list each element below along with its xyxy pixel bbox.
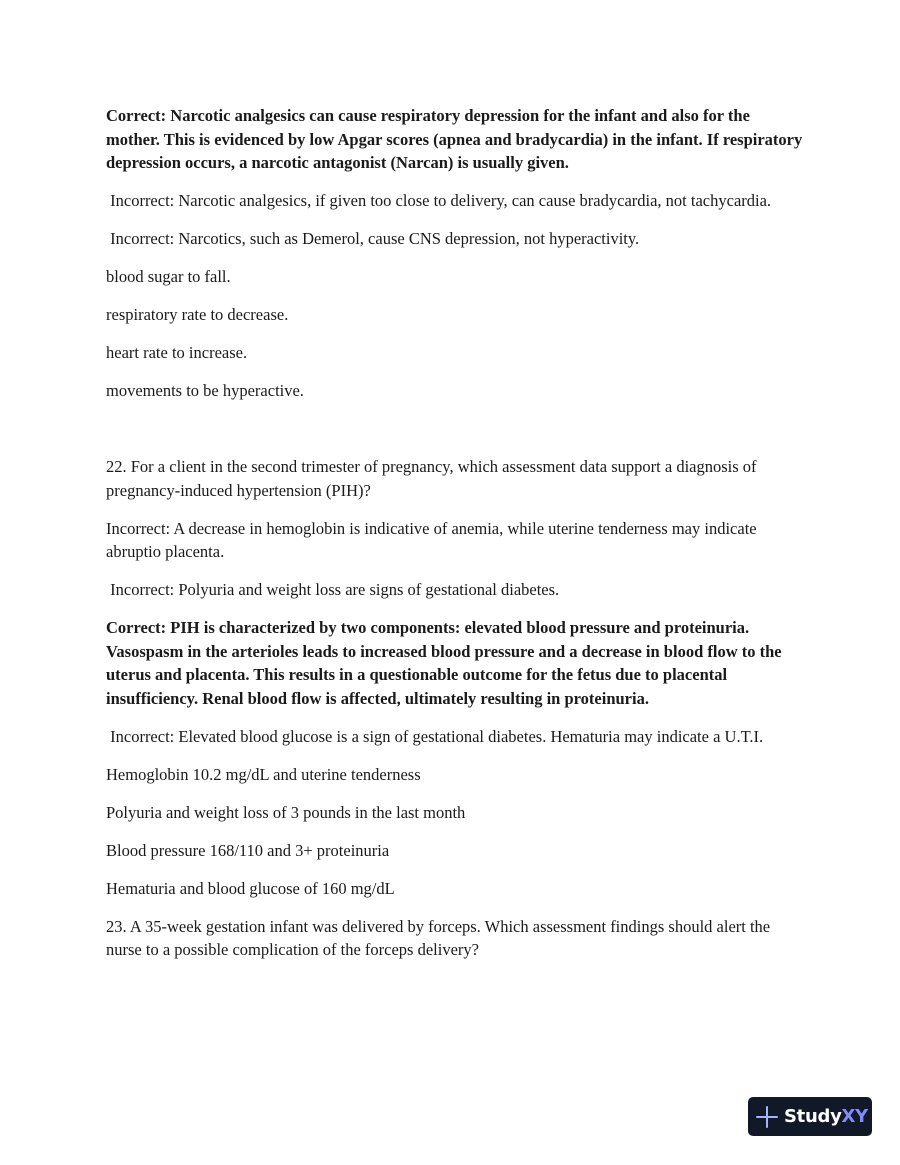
correct-rationale: Correct: PIH is characterized by two components: elevated blood pressure and proteinuria. Vasospasm in the arterioles leads to increased blood pressure and a decrease in blood flow to the uterus and placenta. This results in a questionable outcome for the fetus due to placental insufficiency. Renal blood flow is affected, ultimately resulting in proteinuria. (106, 618, 786, 708)
answer-option: heart rate to increase. (106, 343, 248, 362)
incorrect-rationale: Incorrect: Narcotics, such as Demerol, cause CNS depression, not hyperactivity. (106, 229, 640, 248)
answer-option: movements to be hyperactive. (106, 381, 304, 400)
answer-option: blood sugar to fall. (106, 267, 231, 286)
brand-main: Study (784, 1106, 842, 1127)
correct-rationale: Correct: Narcotic analgesics can cause respiratory depression for the infant and also for the mother. This is evidenced by low Apgar scores (apnea and bradycardia) in the infant. If respiratory depression occurs, a narcotic antagonist (Narcan) is usually given. (106, 106, 807, 172)
incorrect-rationale: Incorrect: Elevated blood glucose is a sign of gestational diabetes. Hematuria may indicate a U.T.I. (106, 726, 764, 746)
section-spacer (106, 417, 806, 455)
answer-option: Hematuria and blood glucose of 160 mg/dL (106, 878, 395, 898)
document-page (106, 104, 806, 976)
incorrect-rationale: Incorrect: Narcotic analgesics, if given too close to delivery, can cause bradycardia, not tachycardia. (106, 191, 772, 210)
incorrect-rationale: Incorrect: A decrease in hemoglobin is indicative of anemia, while uterine tenderness may indicate abruptio placenta. (106, 518, 761, 561)
answer-option: respiratory rate to decrease. (106, 305, 289, 324)
question-22: 22. For a client in the second trimester of pregnancy, which assessment data support a diagnosis of pregnancy-induced hypertension (PIH)? (106, 457, 761, 500)
answer-option: Hemoglobin 10.2 mg/dL and uterine tenderness (106, 764, 421, 784)
incorrect-rationale: Incorrect: Polyuria and weight loss are signs of gestational diabetes. (106, 580, 560, 599)
studyxy-badge[interactable] (748, 1097, 872, 1136)
plus-icon (756, 1106, 778, 1128)
answer-option: Polyuria and weight loss of 3 pounds in the last month (106, 802, 466, 822)
brand-logo-text (784, 1106, 868, 1127)
question-23: 23. A 35-week gestation infant was delivered by forceps. Which assessment findings should alert the nurse to a possible complication of the forceps delivery? (106, 916, 775, 959)
brand-accent: XY (841, 1106, 868, 1127)
answer-option: Blood pressure 168/110 and 3+ proteinuria (106, 840, 390, 860)
